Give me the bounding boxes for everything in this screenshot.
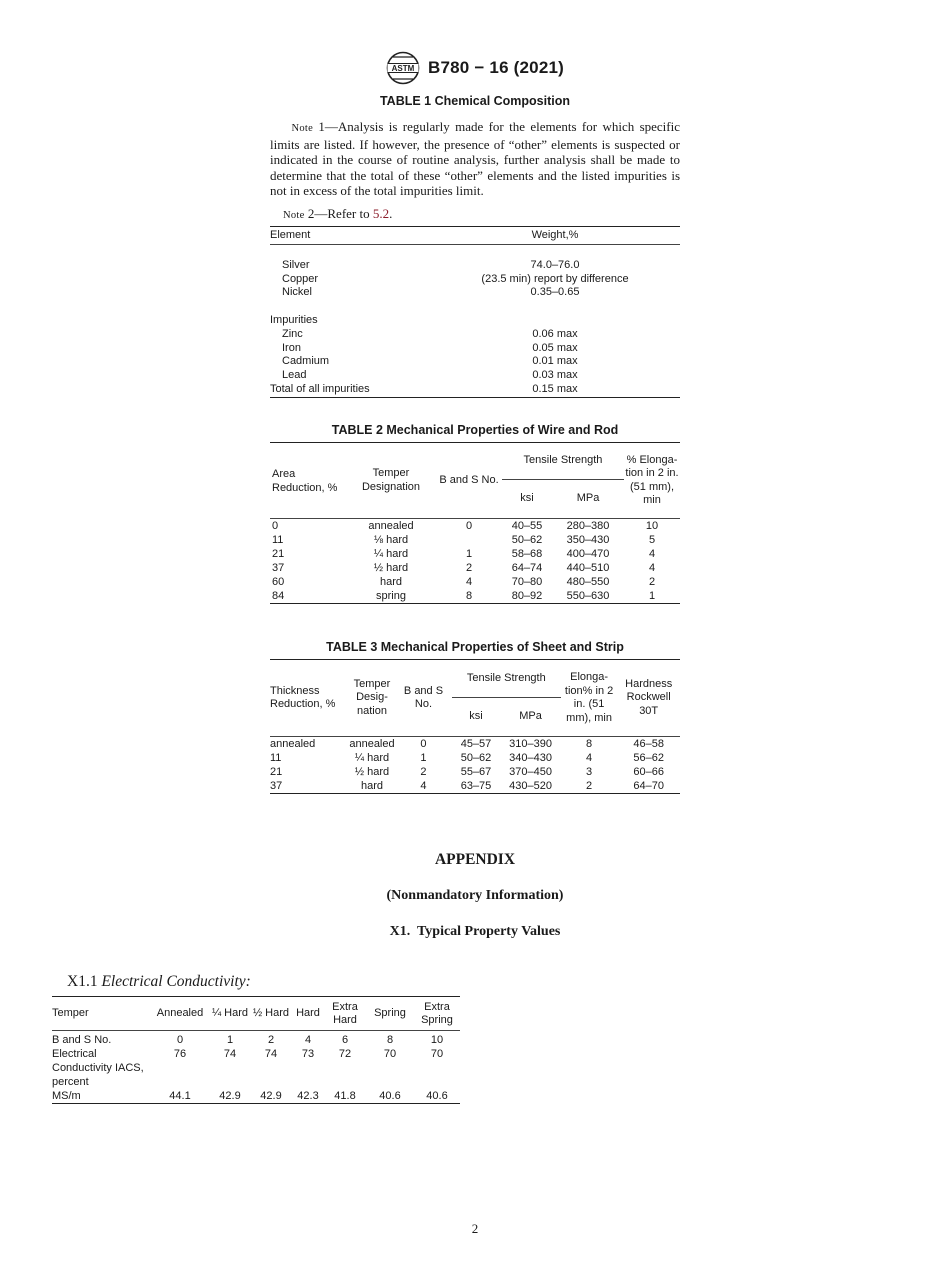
cell: 1 [465,548,473,560]
weight-cell: 0.35–0.65 [530,286,580,299]
cell: 44.1 [169,1090,191,1102]
cell: ½ hard [373,562,409,574]
cell: hard [379,576,403,588]
svg-text:ASTM: ASTM [391,64,415,73]
col-thickness-reduction: Thickness Reduction, % [270,660,349,737]
element-cell: Zinc [282,327,303,340]
cell: 2 [267,1034,275,1046]
table-row [270,765,680,779]
col-extra-hard: Extra Hard [324,997,366,1031]
cell: 11 [272,534,284,546]
cell: 10 [430,1034,444,1046]
table-row [270,589,680,604]
cell: 46–58 [633,738,664,750]
cell: 2 [648,576,656,588]
electrical-conductivity-table [52,996,460,1104]
table1-note2 [270,206,680,224]
cell: 56–62 [633,752,664,764]
table1-caption: TABLE 1 Chemical Composition [379,94,571,108]
cell: 50–62 [460,752,492,764]
col-temper: Temper [52,997,150,1031]
col-hard: Hard [292,997,324,1031]
cell: 350–430 [566,534,610,546]
cell: 2 [420,766,427,778]
cell: 4 [420,780,427,792]
cell: 4 [465,576,473,588]
cell: annealed [349,738,395,750]
cell: 0 [420,738,427,750]
cell: 73 [301,1048,315,1060]
table2-caption: TABLE 2 Mechanical Properties of Wire and Rod [331,423,619,437]
table4-header [52,997,460,1031]
cell: 8 [465,590,473,602]
weight-cell: 74.0–76.0 [530,258,580,271]
cell: 76 [173,1048,187,1060]
cell: 0 [465,520,473,532]
note1-label: Note [291,123,314,134]
chemical-composition-table [270,226,680,398]
cell: 45–57 [460,738,492,750]
cell: 74 [264,1048,278,1060]
cell: 80–92 [511,590,543,602]
element-cell: Silver [282,258,310,271]
impurities-label: Impurities [270,313,318,326]
table-row [52,1033,460,1047]
cell: 21 [272,548,285,560]
cell: 58–68 [511,548,543,560]
col-mpa: MPa [500,698,561,737]
appendix-subtitle: (Nonmandatory Information) [386,888,564,903]
table-row [270,547,680,561]
col-half-hard: ½ Hard [250,997,292,1031]
note2-text: 2—Refer to [304,206,373,221]
cell: 70 [430,1048,444,1060]
cell: 41.8 [334,1090,356,1102]
table-row [270,355,680,369]
cell: 42.3 [297,1090,319,1102]
col-tensile-strength: Tensile Strength [502,443,624,480]
cell: 310–390 [509,738,552,750]
table3-header [270,660,680,737]
col-mpa: MPa [552,480,624,519]
x1-1-heading [67,973,251,991]
weight-cell: 0.03 max [532,369,578,382]
col-hardness: Hardness Rockwell 30T [617,660,680,737]
cell: 72 [338,1048,352,1060]
cell: 3 [586,766,593,778]
col-ksi: ksi [502,480,552,519]
table-row [270,273,680,287]
cell: 6 [341,1034,349,1046]
table-row [270,519,680,534]
x1-1-title: Electrical Conductivity: [101,973,251,990]
cell: 10 [645,520,659,532]
col-tensile-strength: Tensile Strength [452,660,561,698]
cell: 11 [270,752,282,764]
cell: 60–66 [633,766,664,778]
note2-label: Note [283,210,305,221]
cell: 340–430 [509,752,552,764]
cell: 64–74 [511,562,543,574]
table1-note1 [270,119,680,199]
cell: 4 [648,548,656,560]
cell: Electrical Conductivity IACS, percent [52,1048,144,1088]
weight-cell: 0.05 max [532,341,578,354]
cell: 1 [226,1034,234,1046]
weight-cell: (23.5 min) report by difference [481,272,629,285]
cell: 74 [223,1048,237,1060]
total-label: Total of all impurities [270,382,370,395]
table-row [270,751,680,765]
cell: 0 [176,1034,184,1046]
table-row [270,533,680,547]
document-id: B780 − 16 (2021) [428,58,564,77]
cell: 60 [272,576,285,588]
cell: spring [376,590,406,602]
cell: 2 [586,780,593,792]
table-row [270,779,680,794]
sheet-strip-properties-table [270,659,680,794]
table-row [270,383,680,397]
cell: 4 [586,752,593,764]
cell: 42.9 [219,1090,241,1102]
cell: 40.6 [426,1090,448,1102]
table-header-row [270,227,680,245]
col-spring: Spring [366,997,414,1031]
cell: 37 [272,562,285,574]
cell: 70–80 [511,576,543,588]
document-header [0,50,950,86]
col-annealed: Annealed [150,997,210,1031]
table-row [270,561,680,575]
wire-rod-properties-table [270,442,680,604]
cell: ½ hard [354,766,390,778]
table-row [270,314,680,328]
col-extra-spring: Extra Spring [414,997,460,1031]
cell: 440–510 [566,562,610,574]
element-cell: Cadmium [282,355,330,368]
table-row [270,328,680,342]
cell: 4 [648,562,656,574]
cell: 40–55 [511,520,543,532]
weight-cell: 0.01 max [532,355,578,368]
appendix-title: APPENDIX [434,851,516,868]
table-row [270,575,680,589]
cell: B and S No. [52,1034,112,1046]
table-row [270,286,680,300]
appendix-section-heading: X1. Typical Property Values [389,924,561,939]
table-row [52,1089,460,1104]
cell: 1 [648,590,656,602]
cell: 84 [272,590,285,602]
cell: ¼ hard [373,548,409,560]
section-5-2-link[interactable]: 5.2 [372,206,390,221]
col-elongation: Elonga- tion% in 2 in. (51 mm), min [561,660,618,737]
col-temper: Temper Designation [346,443,436,519]
note1-text: 1—Analysis is regularly made for the elements for which specific limits are listed. If however, the presence of “other” elements is suspected or indicated in the course of routine analysis, further analysis shall be made to determine that the total of these “other” elements and the listed impurities is not in excess of the total impurities limit. [270,119,680,199]
col-ksi: ksi [452,698,500,737]
cell: 50–62 [511,534,543,546]
cell: 430–520 [509,780,552,792]
total-value: 0.15 max [532,382,578,395]
col-weight: Weight,% [430,227,680,245]
cell: annealed [368,520,414,532]
table2-header [270,443,680,519]
cell: MS/m [52,1090,81,1102]
x1-1-number: X1.1 [67,973,98,990]
cell: 550–630 [566,590,610,602]
col-elongation: % Elonga- tion in 2 in. (51 mm), min [624,443,680,519]
col-area-reduction: Area Reduction, % [270,443,346,519]
cell: 55–67 [460,766,492,778]
cell: ¼ hard [354,752,390,764]
table3-caption: TABLE 3 Mechanical Properties of Sheet and Strip [326,640,624,654]
cell: 63–75 [460,780,492,792]
note2-end: . [389,206,393,221]
col-bs-no: B and S No. [436,443,502,519]
cell: 280–380 [566,520,610,532]
weight-cell: 0.06 max [532,327,578,340]
table-row [270,737,680,752]
col-element: Element [270,227,430,245]
cell: 5 [648,534,656,546]
element-cell: Iron [282,341,301,354]
cell: 70 [383,1048,397,1060]
element-cell: Copper [282,272,319,285]
cell: 21 [270,766,283,778]
col-bs-no: B and S No. [395,660,452,737]
cell: 1 [420,752,427,764]
element-cell: Lead [282,369,307,382]
cell: 2 [465,562,473,574]
cell: hard [360,780,383,792]
cell: 8 [386,1034,394,1046]
cell: 8 [586,738,593,750]
cell: 480–550 [566,576,610,588]
table-row [52,1047,460,1089]
cell: 400–470 [566,548,610,560]
astm-logo [386,51,420,85]
cell: 37 [270,780,283,792]
page-number: 2 [471,1221,479,1236]
cell: ⅛ hard [373,534,409,546]
cell: 4 [304,1034,312,1046]
table-row [270,369,680,383]
cell: annealed [270,738,316,750]
cell: 370–450 [509,766,552,778]
cell: 40.6 [379,1090,401,1102]
element-cell: Nickel [282,286,312,299]
cell: 64–70 [633,780,664,792]
table-row [270,259,680,273]
col-quarter-hard: ¼ Hard [210,997,250,1031]
cell: 42.9 [260,1090,282,1102]
cell [436,533,502,547]
cell: 0 [272,520,279,532]
col-temper: Temper Desig- nation [349,660,395,737]
table-row [270,342,680,356]
